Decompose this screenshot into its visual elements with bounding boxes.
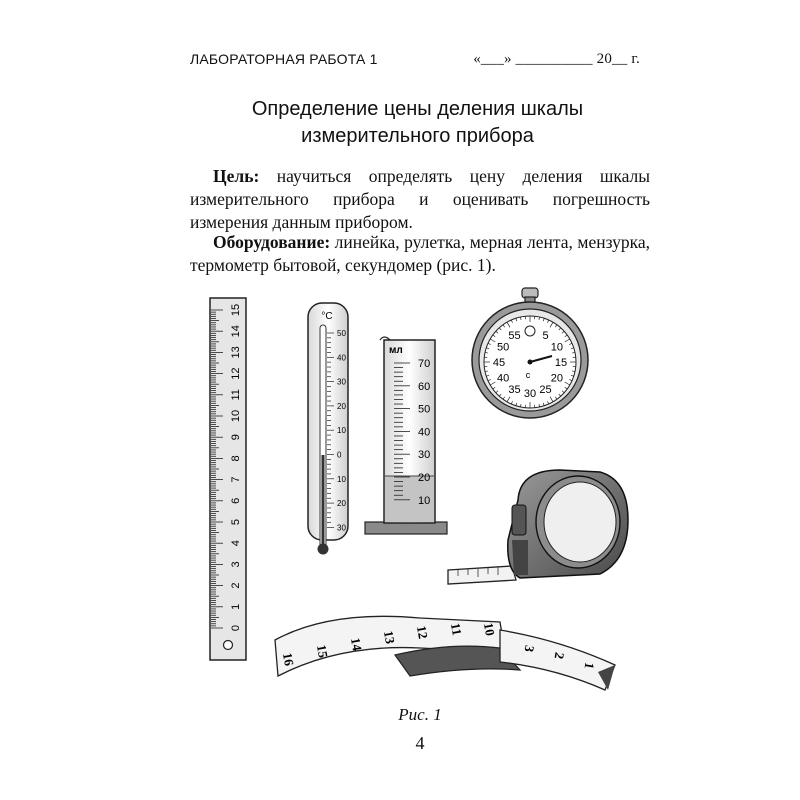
thermometer-label: 20 (337, 401, 346, 411)
cylinder-label: 60 (418, 380, 431, 393)
thermometer-label: 10 (337, 426, 346, 436)
stopwatch (472, 288, 588, 418)
ruler-label: 6 (229, 497, 242, 504)
ruler-label: 12 (229, 367, 242, 380)
ruler-label: 8 (229, 455, 242, 462)
thermometer-label: 10 (337, 474, 346, 484)
ruler-label: 15 (229, 303, 242, 317)
cylinder-label: 20 (418, 472, 431, 484)
cylinder-label: 10 (418, 494, 431, 507)
ruler-label: 4 (229, 540, 242, 547)
stopwatch-label: 40 (497, 372, 510, 385)
measuring-cylinder (365, 337, 447, 534)
thermometer-label: 40 (337, 353, 346, 363)
title-line-2: измерительного прибора (301, 125, 534, 147)
ruler-label: 7 (229, 476, 242, 483)
figure-caption: Рис. 1 (398, 705, 442, 724)
cylinder-unit: мл (389, 345, 403, 356)
equipment-text: линейка, рулетка, мерная лента, мензурка, термометр бытовой, секундомер (рис. 1). (190, 232, 650, 275)
stopwatch-label: 45 (492, 357, 506, 369)
thermometer-label: 20 (337, 499, 346, 509)
tape-label: 1 (581, 661, 598, 671)
ruler-label: 11 (229, 389, 242, 401)
ruler-label: 14 (229, 325, 242, 338)
stopwatch-label: 5 (542, 330, 549, 343)
tape-label: 15 (313, 643, 331, 659)
stopwatch-label: 35 (508, 383, 521, 396)
stopwatch-label: 15 (554, 357, 568, 369)
goal-text: научиться определять цену деления шкалы измерительного прибора и оценивать погрешность измерения данным прибором. (190, 166, 650, 232)
stopwatch-label: 50 (497, 341, 510, 354)
cylinder-label: 70 (418, 358, 431, 370)
goal-label: Цель: (213, 166, 260, 186)
stopwatch-label: 25 (539, 383, 552, 396)
running-header-date: «___» __________ 20__ г. (473, 51, 640, 67)
thermometer (308, 303, 348, 555)
ruler-label: 1 (229, 603, 242, 610)
title-line-1: Определение цены деления шкалы (251, 98, 584, 120)
tape-label: 14 (347, 636, 365, 652)
ruler-label: 5 (229, 518, 242, 526)
tape-label: 12 (413, 624, 431, 640)
cylinder-label: 30 (418, 449, 431, 462)
flexible-tape (275, 616, 615, 690)
stopwatch-unit: с (525, 370, 531, 380)
ruler-label: 2 (229, 582, 242, 589)
stopwatch-label: 10 (550, 341, 563, 354)
ruler (210, 298, 246, 660)
thermometer-label: 0 (337, 450, 342, 460)
thermometer-labels (337, 329, 346, 532)
thermometer-label: 30 (337, 523, 346, 533)
tape-label: 16 (279, 651, 297, 667)
tape-label: 3 (521, 644, 538, 654)
running-header-left: ЛАБОРАТОРНАЯ РАБОТА 1 (190, 51, 378, 67)
tape-label: 2 (551, 651, 568, 661)
tape-label: 10 (480, 621, 498, 637)
stopwatch-label: 20 (550, 372, 563, 385)
thermometer-label: 50 (337, 329, 346, 338)
ruler-label: 3 (229, 561, 242, 568)
ruler-hole (224, 641, 233, 650)
tape-label: 13 (380, 629, 398, 645)
thermometer-label: 30 (337, 377, 346, 387)
cylinder-label: 40 (418, 426, 431, 439)
tape-measure (448, 470, 628, 584)
ruler-label: 9 (229, 434, 242, 441)
equipment-label: Оборудование: (213, 232, 331, 252)
ruler-label: 10 (229, 409, 242, 423)
ruler-label: 13 (229, 346, 242, 359)
ruler-label: 0 (229, 624, 242, 632)
thermometer-unit: °С (321, 311, 333, 322)
tape-label: 11 (447, 621, 465, 637)
cylinder-label: 50 (418, 403, 431, 416)
stopwatch-label: 30 (523, 388, 537, 400)
stopwatch-top-mark (525, 326, 535, 336)
page-number: 4 (415, 733, 425, 753)
stopwatch-label: 55 (508, 330, 521, 343)
